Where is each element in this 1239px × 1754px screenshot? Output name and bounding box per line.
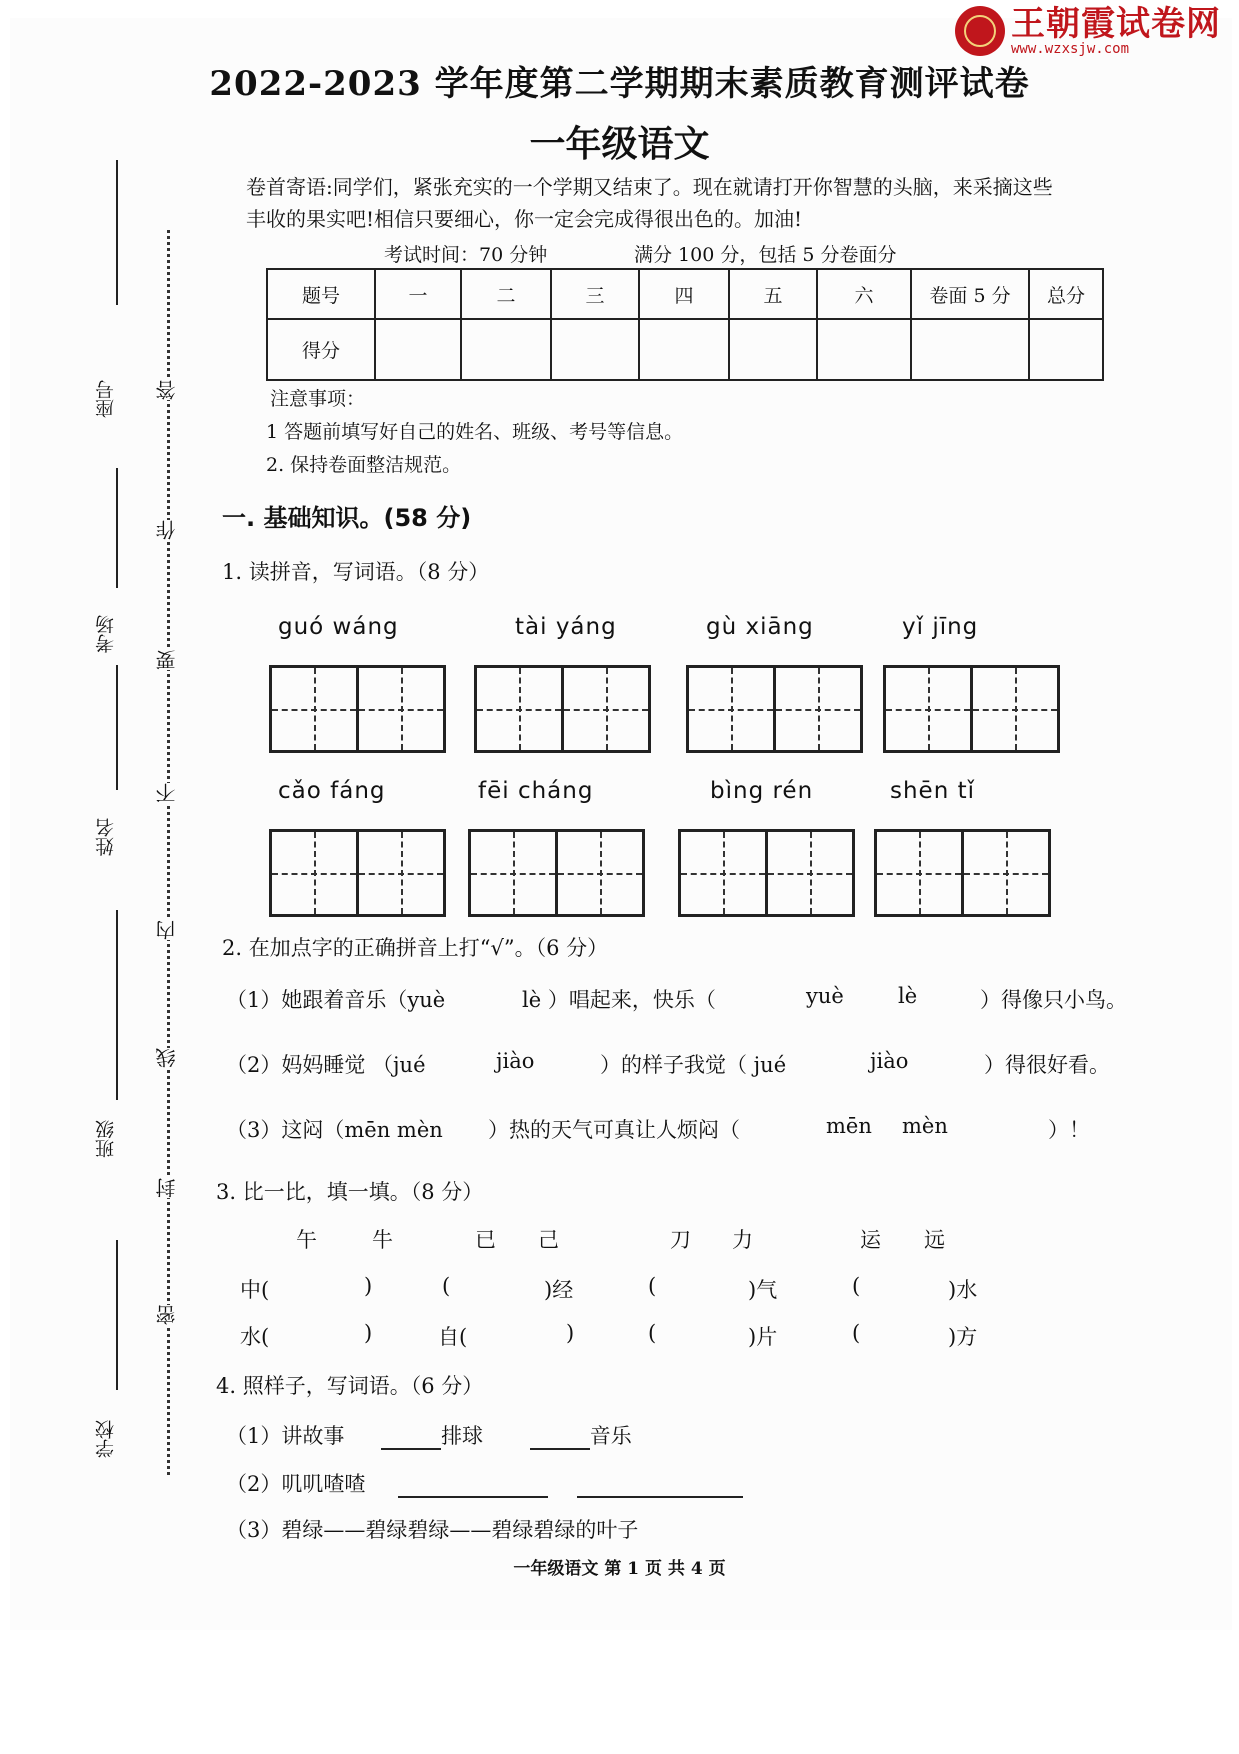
exam-score-info: 满分 100 分，包括 5 分卷面分 (634, 244, 897, 266)
notes-item: 2. 保持卷面整洁规范。 (266, 454, 462, 476)
score-cell[interactable] (729, 319, 817, 380)
tianzige-box[interactable] (883, 665, 1060, 753)
q4-example-word: 排球 (441, 1424, 484, 1448)
tianzige-box[interactable] (874, 829, 1051, 917)
watermark-url: www.wzxsjw.com (1011, 41, 1130, 57)
q4-item-2 (226, 1468, 743, 1498)
q2-line-1[interactable]: lè (898, 984, 918, 1008)
q2-line-3[interactable]: mèn (902, 1114, 948, 1138)
q4-item-3: （3）碧绿——碧绿碧绿——碧绿碧绿的叶子 (226, 1518, 639, 1542)
score-row-label: 得分 (267, 319, 375, 380)
q2-line-2[interactable]: jiào (496, 1049, 535, 1073)
binding-dotted-line (167, 230, 170, 1475)
watermark-logo (955, 4, 1221, 57)
q3-char: 已 (475, 1228, 496, 1252)
q2-line-3: ）！ (1048, 1118, 1090, 1142)
exam-time: 考试时间：70 分钟 (384, 244, 548, 266)
score-header: 五 (729, 269, 817, 319)
tianzige-box[interactable] (686, 665, 863, 753)
seal-word: 要 (152, 650, 181, 670)
q3-fill: ) (364, 1274, 373, 1298)
binding-label-school: 学校 (95, 1420, 117, 1458)
answer-blank[interactable] (398, 1474, 548, 1498)
q3-fill: 自( (438, 1325, 468, 1349)
q3-char: 运 (860, 1228, 881, 1252)
q3-fill: ) (364, 1321, 373, 1345)
score-cell[interactable] (375, 319, 461, 380)
score-cell[interactable] (1029, 319, 1103, 380)
answer-blank[interactable] (577, 1474, 743, 1498)
watermark-name: 王朝霞试卷网 (1011, 4, 1221, 44)
score-cell[interactable] (817, 319, 911, 380)
q1-pinyin: tài yáng (515, 614, 617, 640)
q3-fill: ( (442, 1274, 451, 1298)
score-header: 一 (375, 269, 461, 319)
score-cell[interactable] (639, 319, 729, 380)
q4-item-1 (226, 1420, 632, 1450)
seal-word: 作 (152, 520, 181, 540)
q3-fill: ) (566, 1321, 575, 1345)
q1-pinyin: yǐ jīng (902, 614, 979, 640)
q3-fill: ( (648, 1321, 657, 1345)
seat-line (116, 160, 118, 305)
page-footer: 一年级语文 第 1 页 共 4 页 (513, 1559, 726, 1579)
q1-pinyin: fēi cháng (478, 778, 594, 804)
seal-icon (955, 6, 1005, 56)
q2-line-3[interactable]: （3）这闷（mēn mèn (226, 1118, 443, 1142)
score-header: 卷面 5 分 (911, 269, 1029, 319)
seal-word: 内 (152, 920, 181, 940)
seal-word: 密 (152, 1305, 181, 1325)
q2-line-3: ）热的天气可真让人烦闷（ (488, 1118, 740, 1142)
tianzige-box[interactable] (269, 829, 446, 917)
q4-title: 4. 照样子，写词语。（6 分） (216, 1374, 484, 1398)
q1-pinyin: shēn tǐ (890, 778, 976, 804)
q1-pinyin: bìng rén (710, 778, 814, 804)
q2-line-1[interactable]: lè ）唱起来，快乐（ (522, 988, 716, 1012)
score-header: 总分 (1029, 269, 1103, 319)
seal-word: 线 (152, 1048, 181, 1068)
q3-char: 牛 (372, 1228, 393, 1252)
q4-item-label: （2）叽叽喳喳 (226, 1472, 366, 1496)
binding-label-name: 姓名 (95, 818, 117, 856)
q1-pinyin: cǎo fáng (278, 778, 386, 804)
seal-word: 答 (152, 380, 181, 400)
q3-fill: )气 (748, 1278, 778, 1302)
binding-label-seat: 座号 (95, 380, 117, 418)
score-cell[interactable] (551, 319, 639, 380)
q3-fill: )片 (748, 1325, 778, 1349)
score-header: 六 (817, 269, 911, 319)
score-cell[interactable] (911, 319, 1029, 380)
q2-line-1: ）得像只小鸟。 (980, 988, 1127, 1012)
seal-word: 不 (152, 783, 181, 803)
tianzige-box[interactable] (474, 665, 651, 753)
q3-fill: )经 (544, 1278, 574, 1302)
q2-line-1[interactable]: yuè (806, 984, 844, 1008)
q1-title: 1. 读拼音，写词语。（8 分） (222, 560, 490, 584)
q2-line-2[interactable]: ）的样子我觉（ jué (600, 1053, 787, 1077)
score-header: 题号 (267, 269, 375, 319)
q3-title: 3. 比一比，填一填。（8 分） (216, 1180, 484, 1204)
notes-heading: 注意事项： (270, 388, 366, 410)
exam-title: 2022-2023 学年度第二学期期末素质教育测评试卷 (209, 64, 1030, 104)
name-line (116, 665, 118, 790)
q4-item-label: （1）讲故事 (226, 1424, 345, 1448)
q2-line-3[interactable]: mēn (826, 1114, 872, 1138)
binding-label-class: 班级 (95, 1120, 117, 1158)
score-cell[interactable] (461, 319, 551, 380)
q2-title: 2. 在加点字的正确拼音上打“√”。（6 分） (222, 936, 609, 960)
q3-char: 刀 (670, 1228, 691, 1252)
q3-fill: 中( (240, 1278, 270, 1302)
q3-fill: ( (648, 1274, 657, 1298)
answer-blank[interactable] (530, 1426, 590, 1450)
class-line (116, 910, 118, 1100)
q3-fill: )水 (948, 1278, 978, 1302)
q3-fill: ( (852, 1274, 861, 1298)
answer-blank[interactable] (381, 1426, 441, 1450)
q2-line-1: （1）她跟着音乐（yuè (226, 988, 446, 1012)
intro-line-2: 丰收的果实吧!相信只要细心，你一定会完成得很出色的。加油! (246, 207, 803, 231)
q2-line-2: ）得很好看。 (984, 1053, 1110, 1077)
room-line (116, 468, 118, 588)
q1-pinyin: guó wáng (278, 614, 399, 640)
intro-line-1: 卷首寄语:同学们，紧张充实的一个学期又结束了。现在就请打开你智慧的头脑，来采摘这些 (246, 175, 1053, 199)
q2-line-2[interactable]: jiào (870, 1049, 909, 1073)
score-header: 二 (461, 269, 551, 319)
q3-char: 远 (924, 1228, 945, 1252)
notes-item: 1 答题前填写好自己的姓名、班级、考号等信息。 (266, 421, 684, 443)
q2-line-2: （2）妈妈睡觉 （jué (226, 1053, 426, 1077)
score-header: 三 (551, 269, 639, 319)
tianzige-box[interactable] (678, 829, 855, 917)
seal-word: 封 (152, 1178, 181, 1198)
q1-pinyin: gù xiāng (706, 614, 814, 640)
binding-label-room: 考场 (95, 615, 117, 653)
score-header: 四 (639, 269, 729, 319)
school-line (116, 1240, 118, 1390)
q3-fill: ( (852, 1321, 861, 1345)
tianzige-box[interactable] (468, 829, 645, 917)
q3-char: 己 (538, 1228, 559, 1252)
page-background (10, 18, 1232, 1630)
tianzige-box[interactable] (269, 665, 446, 753)
q3-char: 午 (296, 1228, 317, 1252)
q3-fill: )方 (948, 1325, 978, 1349)
q4-example-word: 音乐 (589, 1424, 632, 1448)
q3-char: 力 (732, 1228, 753, 1252)
exam-subtitle: 一年级语文 (529, 123, 710, 165)
q3-fill: 水( (240, 1325, 270, 1349)
score-table (266, 268, 1104, 381)
section-1-heading: 一. 基础知识。(58 分) (222, 504, 472, 532)
